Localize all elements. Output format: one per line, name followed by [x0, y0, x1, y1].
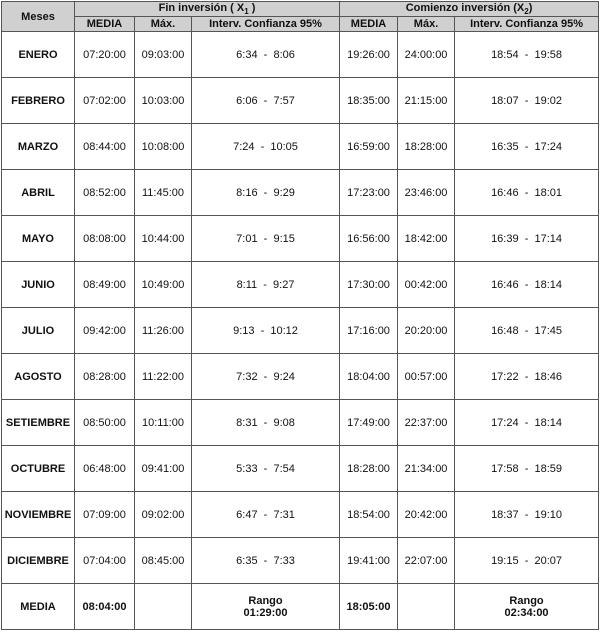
fin-inversion-label: Fin inversión ( X — [158, 2, 245, 14]
table-row — [2, 400, 599, 446]
com-media-cell: 18:04:00 — [340, 354, 398, 400]
com-max-summary-empty — [398, 584, 455, 630]
table-row — [2, 308, 599, 354]
month-cell: AGOSTO — [2, 354, 75, 400]
fin-media-cell: 07:20:00 — [75, 32, 135, 78]
fin-ci-cell: 8:16 - 9:29 — [192, 170, 340, 216]
table-row — [2, 78, 599, 124]
com-max-cell: 21:34:00 — [398, 446, 455, 492]
month-cell: MARZO — [2, 124, 75, 170]
fin-ci-cell: 7:01 - 9:15 — [192, 216, 340, 262]
table-row — [2, 446, 599, 492]
fin-max-cell: 09:03:00 — [135, 32, 192, 78]
month-cell: MAYO — [2, 216, 75, 262]
fin-media-summary: 08:04:00 — [75, 584, 135, 630]
fin-media-cell: 08:44:00 — [75, 124, 135, 170]
fin-max-cell: 08:45:00 — [135, 538, 192, 584]
com-max-cell: 00:57:00 — [398, 354, 455, 400]
com-max-header: Máx. — [398, 17, 455, 32]
com-ci-cell: 17:58 - 18:59 — [455, 446, 599, 492]
fin-max-cell: 10:49:00 — [135, 262, 192, 308]
fin-max-cell: 10:11:00 — [135, 400, 192, 446]
fin-ci-cell: 6:47 - 7:31 — [192, 492, 340, 538]
comienzo-inversion-subscript: 2 — [524, 7, 529, 17]
table-header — [2, 2, 599, 32]
fin-media-cell: 09:42:00 — [75, 308, 135, 354]
fin-rango-value: 01:29:00 — [243, 606, 288, 619]
com-max-cell: 22:37:00 — [398, 400, 455, 446]
com-media-cell: 17:16:00 — [340, 308, 398, 354]
com-ci-cell: 19:15 - 20:07 — [455, 538, 599, 584]
com-ci-cell: 18:07 - 19:02 — [455, 78, 599, 124]
fin-media-cell: 08:49:00 — [75, 262, 135, 308]
com-max-cell: 20:42:00 — [398, 492, 455, 538]
com-ci-cell: 16:35 - 17:24 — [455, 124, 599, 170]
fin-ci-cell: 6:06 - 7:57 — [192, 78, 340, 124]
com-ci-cell: 16:46 - 18:14 — [455, 262, 599, 308]
com-media-cell: 17:49:00 — [340, 400, 398, 446]
com-media-cell: 17:30:00 — [340, 262, 398, 308]
fin-max-cell: 10:08:00 — [135, 124, 192, 170]
fin-max-header: Máx. — [135, 17, 192, 32]
com-ci-cell: 18:54 - 19:58 — [455, 32, 599, 78]
month-cell: NOVIEMBRE — [2, 492, 75, 538]
table-row — [2, 538, 599, 584]
table-body — [2, 32, 599, 630]
month-cell: FEBRERO — [2, 78, 75, 124]
fin-media-cell: 08:28:00 — [75, 354, 135, 400]
fin-media-cell: 07:04:00 — [75, 538, 135, 584]
media-summary-row — [2, 584, 599, 630]
com-media-cell: 19:41:00 — [340, 538, 398, 584]
month-cell: JULIO — [2, 308, 75, 354]
com-media-cell: 19:26:00 — [340, 32, 398, 78]
com-max-cell: 18:28:00 — [398, 124, 455, 170]
com-media-cell: 18:54:00 — [340, 492, 398, 538]
fin-media-cell: 06:48:00 — [75, 446, 135, 492]
table-row — [2, 216, 599, 262]
fin-inversion-header — [75, 2, 340, 17]
com-media-cell: 18:35:00 — [340, 78, 398, 124]
com-rango-cell — [455, 584, 599, 630]
fin-media-cell: 07:02:00 — [75, 78, 135, 124]
fin-ci-cell: 8:31 - 9:08 — [192, 400, 340, 446]
com-media-summary: 18:05:00 — [340, 584, 398, 630]
com-ci-cell: 16:48 - 17:45 — [455, 308, 599, 354]
fin-max-cell: 11:45:00 — [135, 170, 192, 216]
fin-rango-label: Rango — [248, 594, 283, 607]
com-max-cell: 20:20:00 — [398, 308, 455, 354]
fin-ci-cell: 8:11 - 9:27 — [192, 262, 340, 308]
fin-max-cell: 09:41:00 — [135, 446, 192, 492]
fin-ci-cell: 7:24 - 10:05 — [192, 124, 340, 170]
meses-header: Meses — [2, 2, 75, 32]
fin-max-cell: 09:02:00 — [135, 492, 192, 538]
comienzo-inversion-header — [340, 2, 599, 17]
month-cell: ENERO — [2, 32, 75, 78]
com-rango-value: 02:34:00 — [504, 606, 549, 619]
month-cell: OCTUBRE — [2, 446, 75, 492]
fin-max-cell: 10:03:00 — [135, 78, 192, 124]
com-max-cell: 00:42:00 — [398, 262, 455, 308]
fin-media-cell: 07:09:00 — [75, 492, 135, 538]
com-max-cell: 24:00:00 — [398, 32, 455, 78]
fin-media-cell: 08:50:00 — [75, 400, 135, 446]
fin-inversion-tail: ) — [248, 2, 256, 14]
com-media-cell: 18:28:00 — [340, 446, 398, 492]
com-ci-cell: 16:46 - 18:01 — [455, 170, 599, 216]
table-row — [2, 170, 599, 216]
table-row — [2, 32, 599, 78]
com-media-header: MEDIA — [340, 17, 398, 32]
media-summary-label: MEDIA — [2, 584, 75, 630]
com-ci-header: Interv. Confianza 95% — [455, 17, 599, 32]
fin-media-cell: 08:08:00 — [75, 216, 135, 262]
fin-ci-cell: 5:33 - 7:54 — [192, 446, 340, 492]
fin-ci-cell: 6:35 - 7:33 — [192, 538, 340, 584]
fin-inversion-subscript: 1 — [244, 7, 249, 17]
com-ci-cell: 17:22 - 18:46 — [455, 354, 599, 400]
com-media-cell: 17:23:00 — [340, 170, 398, 216]
com-media-cell: 16:56:00 — [340, 216, 398, 262]
month-cell: SETIEMBRE — [2, 400, 75, 446]
comienzo-inversion-label: Comienzo inversión (X — [405, 2, 525, 14]
com-ci-cell: 16:39 - 17:14 — [455, 216, 599, 262]
fin-ci-cell: 6:34 - 8:06 — [192, 32, 340, 78]
fin-ci-header: Interv. Confianza 95% — [192, 17, 340, 32]
month-cell: DICIEMBRE — [2, 538, 75, 584]
table-row — [2, 492, 599, 538]
com-media-cell: 16:59:00 — [340, 124, 398, 170]
fin-media-cell: 08:52:00 — [75, 170, 135, 216]
fin-ci-cell: 9:13 - 10:12 — [192, 308, 340, 354]
comienzo-inversion-tail: ) — [528, 2, 533, 14]
inversion-table — [1, 1, 599, 630]
com-rango-label: Rango — [509, 594, 544, 607]
com-max-cell: 22:07:00 — [398, 538, 455, 584]
com-max-cell: 21:15:00 — [398, 78, 455, 124]
fin-media-header: MEDIA — [75, 17, 135, 32]
table-row — [2, 124, 599, 170]
fin-rango-cell — [192, 584, 340, 630]
table-row — [2, 262, 599, 308]
month-cell: JUNIO — [2, 262, 75, 308]
fin-ci-cell: 7:32 - 9:24 — [192, 354, 340, 400]
com-max-cell: 18:42:00 — [398, 216, 455, 262]
table-row — [2, 354, 599, 400]
fin-max-cell: 11:22:00 — [135, 354, 192, 400]
com-ci-cell: 17:24 - 18:14 — [455, 400, 599, 446]
fin-max-cell: 10:44:00 — [135, 216, 192, 262]
com-max-cell: 23:46:00 — [398, 170, 455, 216]
fin-max-summary-empty — [135, 584, 192, 630]
com-ci-cell: 18:37 - 19:10 — [455, 492, 599, 538]
month-cell: ABRIL — [2, 170, 75, 216]
fin-max-cell: 11:26:00 — [135, 308, 192, 354]
